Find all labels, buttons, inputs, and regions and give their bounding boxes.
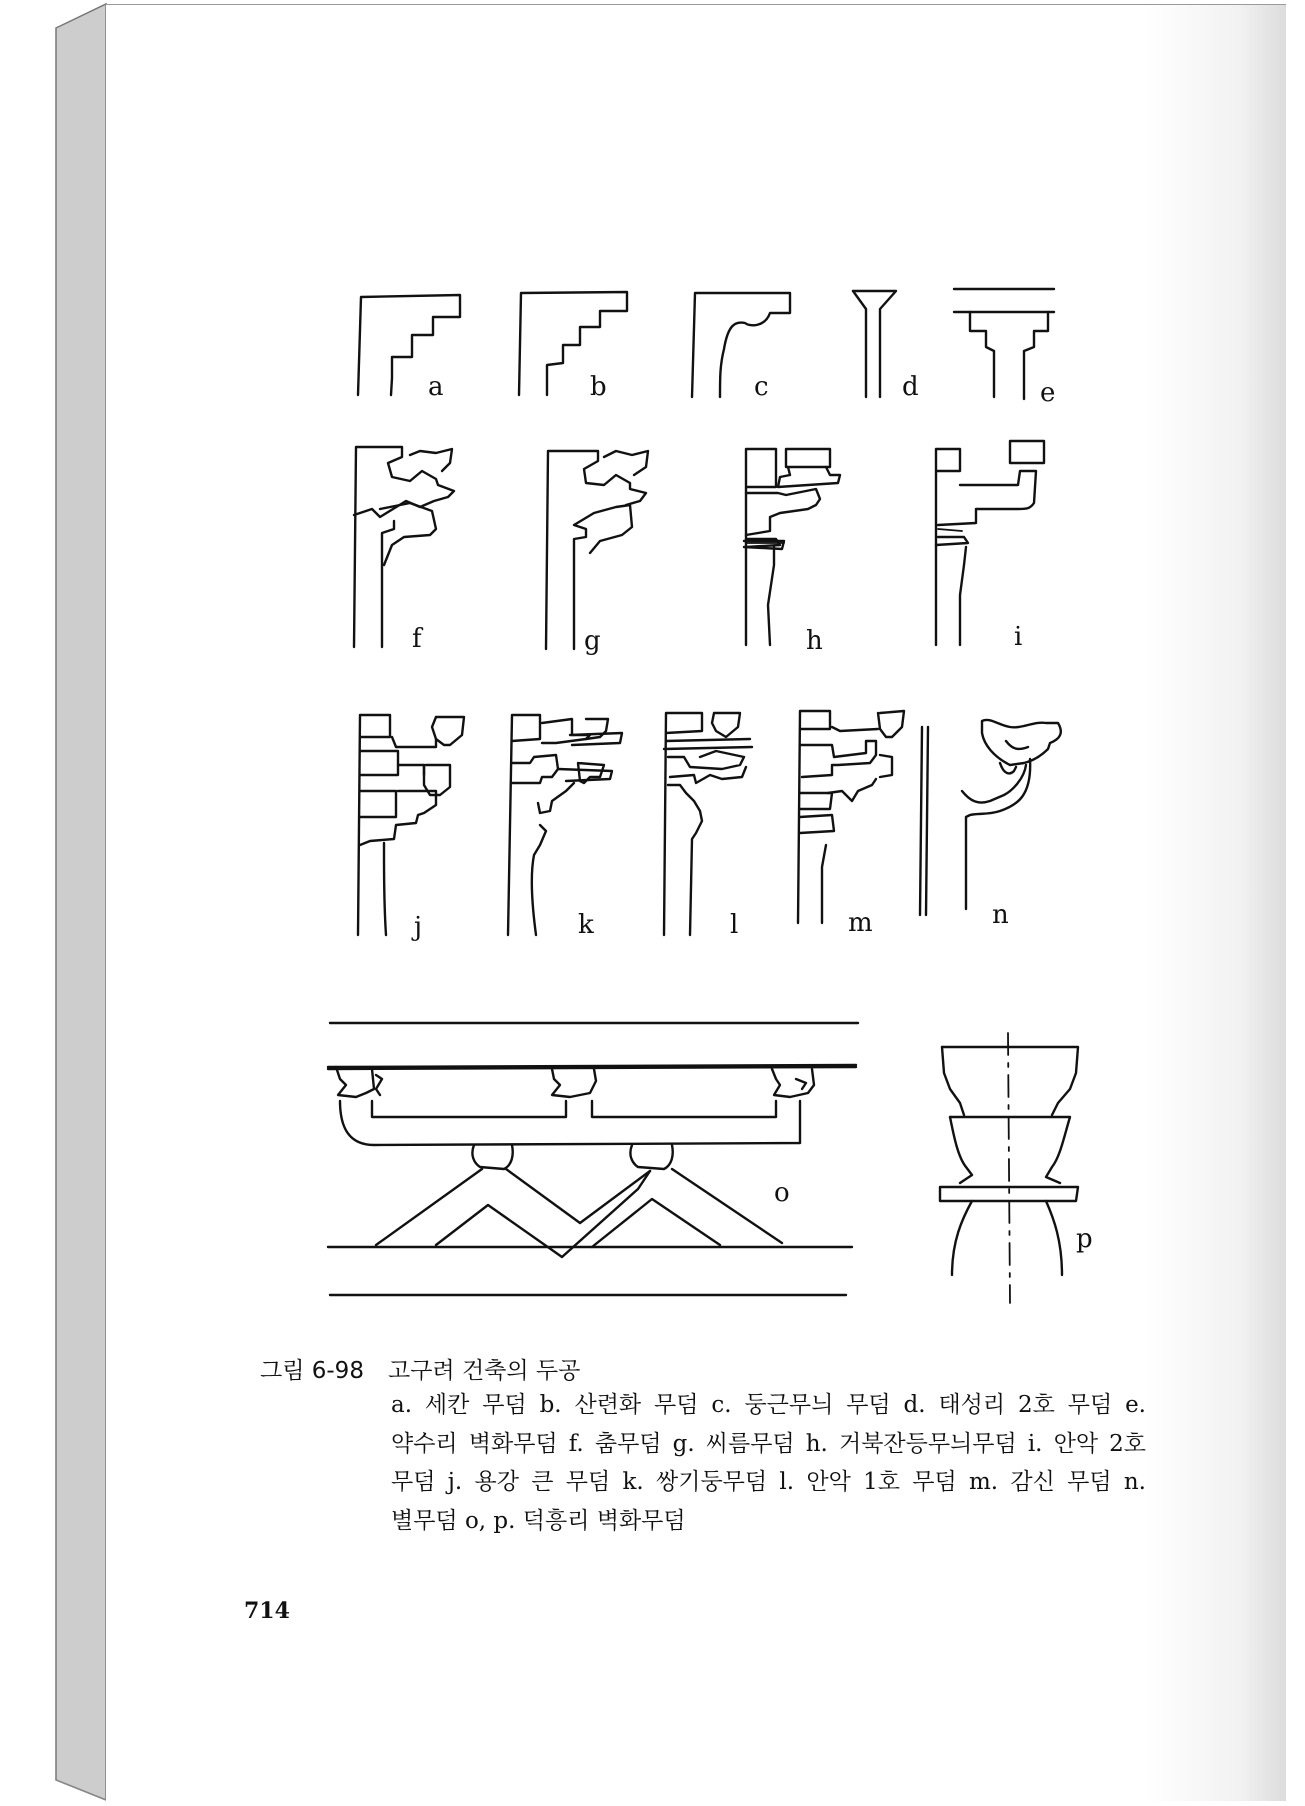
bracket-o-drawing (328, 1023, 858, 1295)
panel-label-m: m (848, 908, 873, 938)
bracket-i-drawing (936, 441, 1044, 645)
bracket-p-drawing (940, 1033, 1078, 1303)
bracket-j-drawing (358, 715, 464, 935)
panel-label-p: p (1076, 1224, 1093, 1254)
panel-label-l: l (730, 910, 739, 940)
bracket-k-drawing (508, 715, 622, 935)
panel-label-d: d (902, 372, 919, 402)
panel-label-i: i (1014, 622, 1023, 652)
bracket-e-drawing (954, 289, 1054, 399)
panel-label-n: n (992, 900, 1009, 930)
bracket-c-drawing (692, 293, 790, 397)
bracket-g-drawing (546, 451, 648, 649)
bracket-n-drawing (920, 720, 1061, 915)
panel-label-k: k (578, 910, 594, 940)
bracket-m-drawing (798, 711, 904, 923)
bracket-d-drawing (853, 291, 896, 397)
panel-label-h: h (806, 626, 823, 656)
bracket-l-drawing (664, 713, 752, 935)
figure-caption-body: a. 세칸 무덤 b. 산련화 무덤 c. 둥근무늬 무덤 d. 태성리 2호 무덤 e. 약수리 벽화무덤 f. 춤무덤 g. 씨름무덤 h. 거북잔등무늬무덤 i. 안악 2호 무덤 j. 용강 큰 무덤 k. 쌍기둥무덤 l. 안악 1호 무덤 m. 감신 무덤 n. 별무덤 o, p. 덕흥리 벽화무덤 (391, 1392, 1146, 1534)
bracket-b-drawing (519, 292, 627, 395)
panel-label-o: o (774, 1178, 790, 1208)
bracket-a-drawing (358, 295, 460, 395)
panel-label-b: b (590, 372, 607, 402)
bracket-figure (106, 5, 1286, 1345)
panel-label-c: c (754, 372, 769, 402)
panel-label-g: g (584, 626, 601, 656)
panel-label-f: f (412, 624, 422, 654)
bracket-h-drawing (744, 449, 840, 645)
page-number: 714 (244, 1598, 290, 1624)
panel-label-e: e (1040, 378, 1056, 408)
panel-label-a: a (428, 372, 444, 402)
figure-caption-title (260, 1352, 1160, 1385)
figure-title: 고구려 건축의 두공 (388, 1358, 581, 1384)
panel-label-j: j (414, 912, 423, 942)
bracket-f-drawing (354, 447, 454, 647)
figure-number: 그림 6-98 (260, 1358, 364, 1384)
